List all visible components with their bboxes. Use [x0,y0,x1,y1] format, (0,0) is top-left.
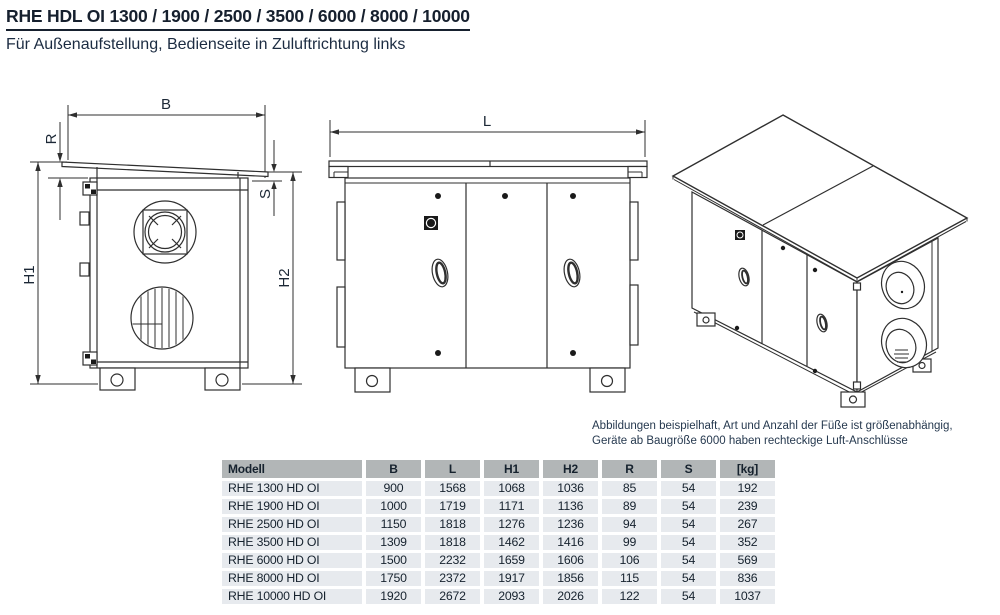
value-cell: 1150 [366,517,421,532]
value-cell: 1036 [543,481,598,496]
value-cell: 1309 [366,535,421,550]
value-cell: 122 [602,589,657,604]
value-cell: 192 [720,481,775,496]
page-header [6,6,470,54]
value-cell: 352 [720,535,775,550]
value-cell: 1719 [425,499,480,514]
table-header-cell: [kg] [720,460,775,478]
foot-left [355,368,390,392]
foot-right [590,368,625,392]
value-cell: 94 [602,517,657,532]
value-cell: 1000 [366,499,421,514]
isometric-view-drawing [655,98,1000,425]
value-cell: 54 [661,553,716,568]
foot-front-left [697,313,715,326]
value-cell: 1818 [425,535,480,550]
value-cell: 115 [602,571,657,586]
value-cell: 54 [661,535,716,550]
value-cell: 1136 [543,499,598,514]
value-cell: 85 [602,481,657,496]
value-cell: 1568 [425,481,480,496]
model-cell: RHE 10000 HD OI [222,589,362,604]
value-cell: 569 [720,553,775,568]
value-cell: 106 [602,553,657,568]
hinge-top [83,182,97,195]
value-cell: 54 [661,499,716,514]
value-cell: 1856 [543,571,598,586]
latch-top [80,212,89,225]
corner-bracket-top [854,283,861,290]
side-view-drawing [315,95,660,395]
value-cell: 1606 [543,553,598,568]
dim-label-b: B [160,96,172,113]
dim-label-h2: H2 [276,268,293,288]
value-cell: 1462 [484,535,539,550]
dim-label-h1: H1 [21,265,38,285]
value-cell: 1171 [484,499,539,514]
roof-panel [329,161,647,167]
value-cell: 54 [661,517,716,532]
table-header-cell: B [366,460,421,478]
foot-left [100,368,135,390]
model-cell: RHE 1300 HD OI [222,481,362,496]
corner-bracket-bottom [854,382,861,389]
value-cell: 836 [720,571,775,586]
table-header-cell: S [661,460,716,478]
value-cell: 900 [366,481,421,496]
table-header-cell: R [602,460,657,478]
value-cell: 54 [661,589,716,604]
figure-note-line2: Geräte ab Baugröße 6000 haben rechteckige Luft-Anschlüsse [592,434,908,447]
dim-label-l: L [482,113,492,130]
figure-note-line1: Abbildungen beispielhaft, Art und Anzahl der Füße ist größenabhängig, [592,420,953,432]
table-header-cell: L [425,460,480,478]
page-subtitle: Für Außenaufstellung, Bedienseite in Zuluftrichtung links [6,36,406,53]
value-cell: 1920 [366,589,421,604]
front-view-unit [62,162,268,390]
table-header-cell: H2 [543,460,598,478]
value-cell: 1750 [366,571,421,586]
iso-unit [673,115,967,407]
model-cell: RHE 3500 HD OI [222,535,362,550]
figure-note [592,419,992,448]
value-cell: 267 [720,517,775,532]
value-cell: 89 [602,499,657,514]
value-cell: 54 [661,571,716,586]
value-cell: 54 [661,481,716,496]
model-cell: RHE 8000 HD OI [222,571,362,586]
dim-label-r: R [43,133,60,145]
value-cell: 2672 [425,589,480,604]
front-view-drawing [10,90,310,405]
value-cell: 239 [720,499,775,514]
dim-label-s: S [257,188,274,200]
value-cell: 1416 [543,535,598,550]
value-cell: 1236 [543,517,598,532]
hinge-bottom [83,352,97,365]
value-cell: 2026 [543,589,598,604]
main-switch [424,216,438,230]
value-cell: 1917 [484,571,539,586]
page-title: RHE HDL OI 1300 / 1900 / 2500 / 3500 / 6000 / 8000 / 10000 [6,6,470,31]
side-view-unit [329,161,647,392]
model-cell: RHE 2500 HD OI [222,517,362,532]
value-cell: 2372 [425,571,480,586]
value-cell: 2093 [484,589,539,604]
value-cell: 1068 [484,481,539,496]
main-switch [735,230,745,240]
value-cell: 2232 [425,553,480,568]
model-cell: RHE 6000 HD OI [222,553,362,568]
table-header-cell: Modell [222,460,362,478]
foot-right [205,368,240,390]
latch-bottom [80,263,89,276]
foot-front-middle [841,392,865,407]
value-cell: 1659 [484,553,539,568]
model-cell: RHE 1900 HD OI [222,499,362,514]
value-cell: 1276 [484,517,539,532]
dimensions-table [222,460,775,604]
value-cell: 99 [602,535,657,550]
value-cell: 1500 [366,553,421,568]
table-header-cell: H1 [484,460,539,478]
value-cell: 1037 [720,589,775,604]
roof-panel [62,162,268,177]
value-cell: 1818 [425,517,480,532]
cabinet [345,178,630,368]
